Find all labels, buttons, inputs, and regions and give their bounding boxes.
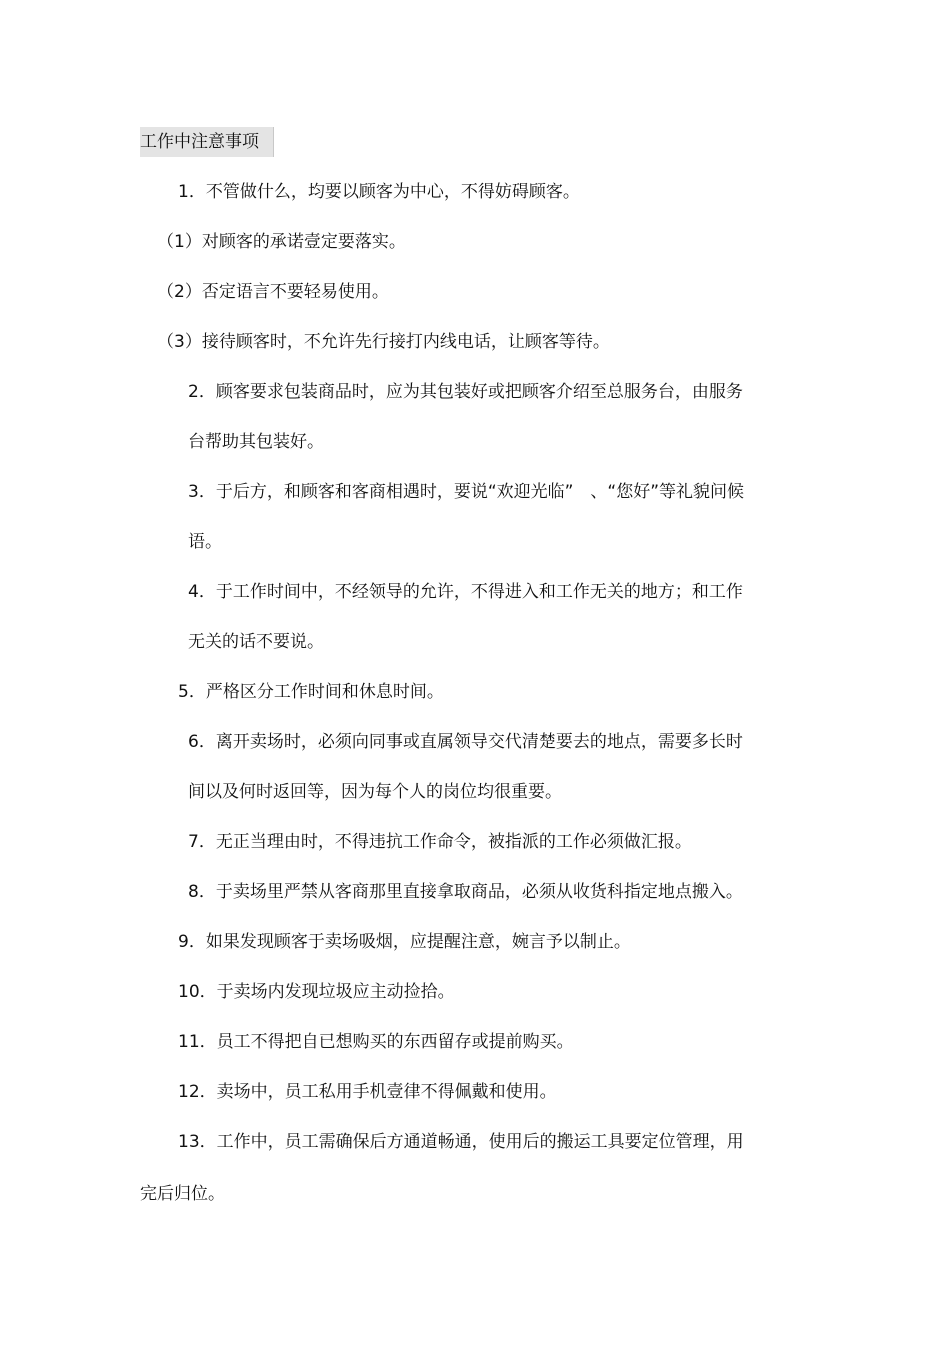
paragraph-line: 2．顾客要求包装商品时，应为其包装好或把顾客介绍至总服务台，由服务 [188, 382, 743, 402]
paragraph-line: 9．如果发现顾客于卖场吸烟，应提醒注意，婉言予以制止。 [178, 932, 631, 952]
paragraph-line: 11．员工不得把自已想购买的东西留存或提前购买。 [178, 1032, 574, 1052]
paragraph-line: 10．于卖场内发现垃圾应主动捡拾。 [178, 982, 455, 1002]
paragraph-line: 4．于工作时间中，不经领导的允许，不得进入和工作无关的地方；和工作 [188, 582, 743, 602]
paragraph-line: 5．严格区分工作时间和休息时间。 [178, 682, 444, 702]
paragraph-line: 语。 [188, 532, 222, 552]
paragraph-line: （2）否定语言不要轻易使用。 [157, 282, 389, 302]
paragraph-line: 台帮助其包装好。 [188, 432, 324, 452]
paragraph-line: 无关的话不要说。 [188, 632, 324, 652]
paragraph-line: 7．无正当理由时，不得违抗工作命令，被指派的工作必须做汇报。 [188, 832, 692, 852]
paragraph-line: 6．离开卖场时，必须向同事或直属领导交代清楚要去的地点，需要多长时 [188, 732, 743, 752]
paragraph-line: 1．不管做什么，均要以顾客为中心，不得妨碍顾客。 [178, 182, 580, 202]
paragraph-line: （1）对顾客的承诺壹定要落实。 [157, 232, 406, 252]
paragraph-line: 12．卖场中，员工私用手机壹律不得佩戴和使用。 [178, 1082, 557, 1102]
paragraph-line: 13．工作中，员工需确保后方通道畅通，使用后的搬运工具要定位管理，用 [178, 1132, 744, 1152]
paragraph-line: 间以及何时返回等，因为每个人的岗位均很重要。 [188, 782, 562, 802]
paragraph-line: 8．于卖场里严禁从客商那里直接拿取商品，必须从收货科指定地点搬入。 [188, 882, 743, 902]
paragraph-line: 3．于后方，和顾客和客商相遇时，要说“欢迎光临” 、“您好”等礼貌问候 [188, 482, 745, 502]
paragraph-line: （3）接待顾客时，不允许先行接打内线电话，让顾客等待。 [157, 332, 610, 352]
document-title: 工作中注意事项 [140, 127, 274, 157]
paragraph-line: 完后归位。 [140, 1184, 225, 1204]
